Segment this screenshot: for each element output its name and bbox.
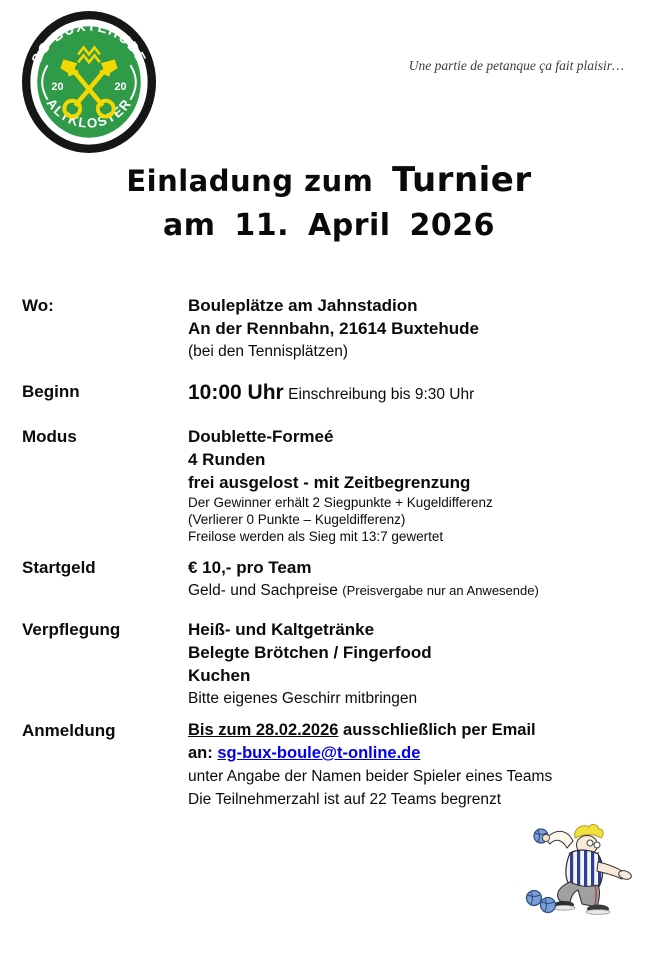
catering-cake: Kuchen — [188, 666, 251, 685]
section-anmeldung-label: Anmeldung — [22, 721, 116, 740]
section-modus-label: Modus — [22, 427, 77, 446]
petanque-player-illustration — [521, 823, 635, 917]
section-anmeldung-content — [188, 719, 638, 811]
logo-year-right: 20 — [114, 80, 127, 93]
prizes-note: (Preisvergabe nur an Anwesende) — [342, 583, 539, 598]
prizes-text: Geld- und Sachpreise — [188, 582, 338, 599]
modus-detail-1: Der Gewinner erhält 2 Siegpunkte + Kugeldifferenz — [188, 495, 493, 510]
modus-detail-3: Freilose werden als Sieg mit 13:7 gewertet — [188, 529, 444, 544]
ground-boules-icon — [527, 891, 556, 913]
club-logo-badge — [20, 10, 158, 154]
section-verpflegung-label: Verpflegung — [22, 620, 121, 639]
petanque-player-drawing — [521, 823, 635, 917]
email-label: an: — [188, 744, 213, 762]
modus-detail-2: (Verlierer 0 Punkte – Kugeldifferenz) — [188, 512, 406, 527]
title-line1 — [0, 160, 658, 200]
venue-hint: (bei den Tennisplätzen) — [188, 343, 348, 360]
section-verpflegung-content — [188, 618, 638, 710]
entry-fee: € 10,- pro Team — [188, 558, 312, 577]
section-beginn-label: Beginn — [22, 382, 80, 401]
section-startgeld-content — [188, 556, 638, 602]
registration-limit-note: Die Teilnehmerzahl ist auf 22 Teams begrenzt — [188, 791, 502, 808]
section-wo-label: Wo: — [22, 296, 54, 315]
catering-drinks: Heiß- und Kaltgetränke — [188, 620, 375, 639]
title-line1-emphasis: Turnier — [392, 160, 532, 200]
email-link[interactable]: sg-bux-boule@t-online.de — [217, 744, 421, 762]
registration-email-line — [188, 742, 638, 765]
section-wo — [22, 294, 638, 363]
registration-names-note: unter Angabe der Namen beider Spieler eines Teams — [188, 768, 553, 785]
modus-draw: frei ausgelost - mit Zeitbegrenzung — [188, 473, 471, 492]
section-verpflegung — [22, 618, 638, 710]
modus-format: Doublette-Formeé — [188, 427, 334, 446]
title-line2: am 11. April 2026 — [162, 208, 496, 243]
section-anmeldung — [22, 719, 638, 811]
section-startgeld — [22, 556, 638, 602]
french-tagline: Une partie de petanque ça fait plaisir… — [408, 58, 624, 73]
registration-deadline-rest: ausschließlich per Email — [343, 721, 536, 739]
logo-arc-text-bottom: ALTKLOSTER — [43, 95, 135, 131]
club-logo — [20, 10, 158, 154]
title-line1-text: Einladung zum — [126, 164, 374, 198]
logo-arc-text-top: SG BUXTEHUDE — [28, 18, 150, 67]
section-modus-content — [188, 425, 638, 545]
player-hand — [543, 835, 550, 842]
section-startgeld-label: Startgeld — [22, 558, 96, 577]
invitation-title — [0, 160, 658, 243]
catering-note: Bitte eigenes Geschirr mitbringen — [188, 690, 418, 707]
prizes-line — [188, 579, 638, 602]
registration-deadline-line — [188, 719, 638, 742]
registration-time-note: Einschreibung bis 9:30 Uhr — [288, 386, 475, 403]
venue-address: An der Rennbahn, 21614 Buxtehude — [188, 319, 479, 338]
start-time: 10:00 Uhr — [188, 381, 284, 404]
catering-food: Belegte Brötchen / Fingerfood — [188, 643, 432, 662]
player-raised-arm — [546, 831, 573, 848]
modus-rounds: 4 Runden — [188, 450, 266, 469]
section-beginn — [22, 380, 638, 406]
section-beginn-content — [188, 380, 638, 406]
registration-deadline: Bis zum 28.02.2026 — [188, 721, 339, 739]
venue-name: Bouleplätze am Jahnstadion — [188, 296, 418, 315]
section-modus — [22, 425, 638, 545]
section-wo-content — [188, 294, 638, 363]
logo-year-left: 20 — [51, 80, 64, 93]
